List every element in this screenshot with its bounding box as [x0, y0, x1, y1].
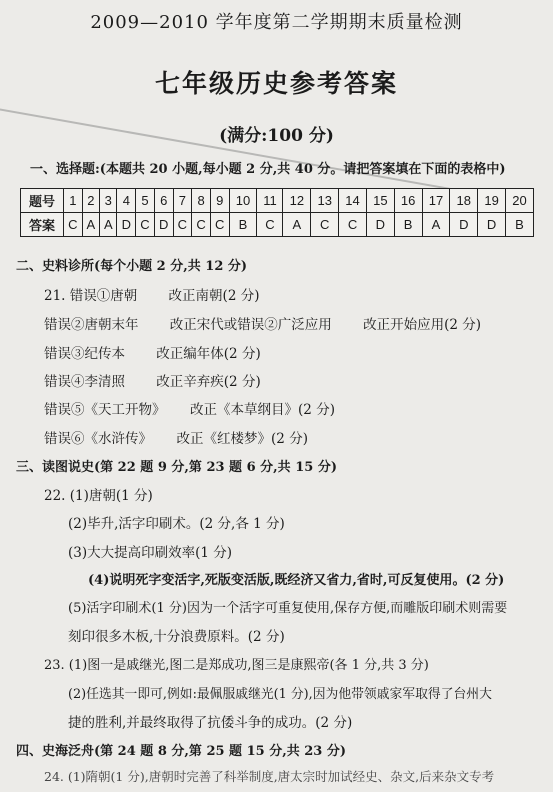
answer-line: 错误④李清照 改正辛弃疾(2 分)	[44, 374, 261, 390]
answer-line: 22. (1)唐朝(1 分)	[44, 488, 153, 504]
question-number: 10	[229, 189, 257, 213]
answer-line: (3)大大提高印刷效率(1 分)	[68, 545, 233, 561]
question-number: 15	[366, 189, 394, 213]
answer-line: 错误②唐朝末年 改正宋代或错误②广泛应用 改正开始应用(2 分)	[44, 317, 481, 333]
answer-line: 刻印很多木板,十分浪费原料。(2 分)	[68, 629, 285, 645]
answer-cell: B	[394, 213, 422, 237]
answer-line: (2)毕升,活字印刷术。(2 分,各 1 分)	[68, 516, 285, 532]
answer-cell: D	[450, 213, 478, 237]
question-number: 7	[173, 189, 192, 213]
question-number: 16	[394, 189, 422, 213]
question-number: 5	[136, 189, 155, 213]
answer-line: 错误⑤《天工开物》 改正《本草纲目》(2 分)	[44, 402, 335, 418]
page-title: 七年级历史参考答案	[154, 69, 398, 98]
question-number: 11	[257, 189, 283, 213]
answer-cell: A	[283, 213, 311, 237]
question-number: 6	[154, 189, 173, 213]
answer-cell: B	[505, 213, 533, 237]
question-number: 17	[422, 189, 450, 213]
section1-heading: 一、选择题:(本题共 20 小题,每小题 2 分,共 40 分。请把答案填在下面的表格中)	[30, 162, 506, 177]
question-number: 3	[100, 189, 117, 213]
answer-cell: C	[257, 213, 283, 237]
question-number: 20	[505, 189, 533, 213]
answer-cell: D	[478, 213, 506, 237]
answer-line: 24. (1)隋朝(1 分),唐朝时完善了科举制度,唐太宗时加试经史、杂文,后来杂文专考	[44, 769, 495, 784]
full-score: (满分:100 分)	[219, 126, 334, 146]
answer-line: (2)任选其一即可,例如:最佩服戚继光(1 分),因为他带领戚家军取得了台州大	[68, 687, 492, 702]
table-row-numbers	[21, 189, 534, 213]
row-label-answers: 答案	[21, 213, 64, 237]
answer-cell: C	[64, 213, 83, 237]
answer-line: 23. (1)图一是戚继光,图二是郑成功,图三是康熙帝(各 1 分,共 3 分)	[44, 658, 429, 673]
question-number: 12	[283, 189, 311, 213]
exam-header: 2009—2010 学年度第二学期期末质量检测	[90, 12, 463, 33]
question-number: 19	[478, 189, 506, 213]
answer-line: (4)说明死字变活字,死版变活版,既经济又省力,省时,可反复使用。(2 分)	[88, 573, 505, 588]
answer-cell: C	[173, 213, 192, 237]
question-number: 18	[450, 189, 478, 213]
answer-table	[20, 188, 534, 237]
answer-cell: D	[117, 213, 136, 237]
question-number: 2	[82, 189, 99, 213]
question-number: 13	[311, 189, 339, 213]
answer-line: 捷的胜利,并最终取得了抗倭斗争的成功。(2 分)	[68, 715, 353, 731]
answer-cell: D	[366, 213, 394, 237]
question-number: 14	[339, 189, 367, 213]
answer-cell: B	[229, 213, 257, 237]
answer-cell: C	[192, 213, 211, 237]
answer-cell: C	[136, 213, 155, 237]
question-number: 8	[192, 189, 211, 213]
answer-cell: A	[422, 213, 450, 237]
section2-heading: 二、史料诊所(每个小题 2 分,共 12 分)	[16, 259, 248, 274]
answer-cell: C	[311, 213, 339, 237]
answer-cell: D	[154, 213, 173, 237]
section4-heading: 四、史海泛舟(第 24 题 8 分,第 25 题 15 分,共 23 分)	[16, 744, 347, 759]
answer-cell: A	[82, 213, 99, 237]
answer-cell: C	[210, 213, 229, 237]
question-number: 9	[210, 189, 229, 213]
table-row-answers	[21, 213, 534, 237]
section3-heading: 三、读图说史(第 22 题 9 分,第 23 题 6 分,共 15 分)	[16, 460, 337, 475]
answer-line: (5)活字印刷术(1 分)因为一个活字可重复使用,保存方便,而雕版印刷术则需要	[68, 601, 508, 616]
answer-cell: C	[339, 213, 367, 237]
answer-line: 错误⑥《水浒传》 改正《红楼梦》(2 分)	[44, 431, 308, 447]
answer-line: 错误③纪传本 改正编年体(2 分)	[44, 346, 261, 362]
row-label-numbers: 题号	[21, 189, 64, 213]
question-number: 1	[64, 189, 83, 213]
answer-cell: A	[100, 213, 117, 237]
answer-line: 21. 错误①唐朝 改正南朝(2 分)	[44, 288, 260, 304]
question-number: 4	[117, 189, 136, 213]
